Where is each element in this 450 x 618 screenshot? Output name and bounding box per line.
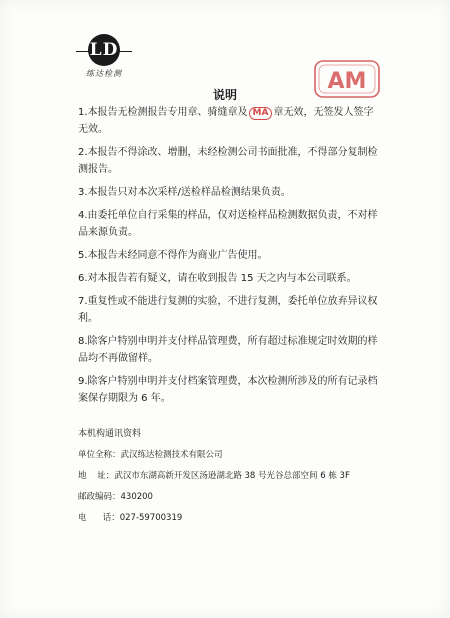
company-row — [78, 445, 398, 466]
phone-row — [78, 508, 398, 529]
address-value: 武汉市东湖高新开发区汤逊湖北路 38 号光谷总部空间 6 栋 3F — [114, 471, 350, 481]
notice-item: 7.重复性或不能进行复测的实验，不进行复测，委托单位放弃异议权利。 — [78, 296, 378, 324]
notice-item: 3.本报告只对本次采样/送检样品检测结果负责。 — [78, 187, 291, 198]
address-label: 地 址： — [78, 471, 115, 481]
stamp-text: AM — [327, 69, 367, 94]
address-row — [78, 466, 398, 487]
phone-label: 电 话： — [78, 513, 120, 523]
notice-item: 8.除客户特别申明并支付样品管理费，所有超过标准规定时效期的样品均不再做留样。 — [78, 336, 378, 364]
postcode-label: 邮政编码： — [78, 492, 121, 502]
contact-heading: 本机构通讯资料 — [78, 429, 142, 439]
notice-item-text: 1.本报告无检测报告专用章、骑缝章及 — [78, 107, 248, 118]
notice-item-text: 章无效，无签发人签字无效。 — [78, 107, 374, 135]
company-value: 武汉练达检测技术有限公司 — [120, 450, 223, 460]
notice-item: 5.本报告未经同意不得作为商业广告使用。 — [78, 250, 268, 261]
page-title: 说明 — [212, 88, 237, 102]
logo-mark: LD — [89, 40, 119, 60]
notice-item: 6.对本报告若有疑义，请在收到报告 15 天之内与本公司联系。 — [78, 273, 357, 284]
phone-value: 027-59700319 — [119, 513, 183, 523]
notice-item: 9.除客户特别申明并支付档案管理费，本次检测所涉及的所有记录档案保存期限为 6 年。 — [78, 376, 378, 404]
notice-item: 2.本报告不得涂改、增删，未经检测公司书面批准，不得部分复制检测报告。 — [78, 147, 378, 175]
notice-item — [78, 104, 378, 138]
ma-badge: MA — [249, 107, 273, 120]
company-logo — [74, 34, 134, 82]
postcode-row — [78, 487, 398, 508]
notice-item: 4.由委托单位自行采集的样品，仅对送检样品检测数据负责，不对样品来源负责。 — [78, 210, 378, 238]
postcode-value: 430200 — [120, 492, 153, 502]
notice-list — [78, 104, 378, 413]
contact-info — [78, 424, 398, 529]
logo-name: 练达检测 — [86, 69, 122, 78]
company-label: 单位全称： — [78, 450, 121, 460]
